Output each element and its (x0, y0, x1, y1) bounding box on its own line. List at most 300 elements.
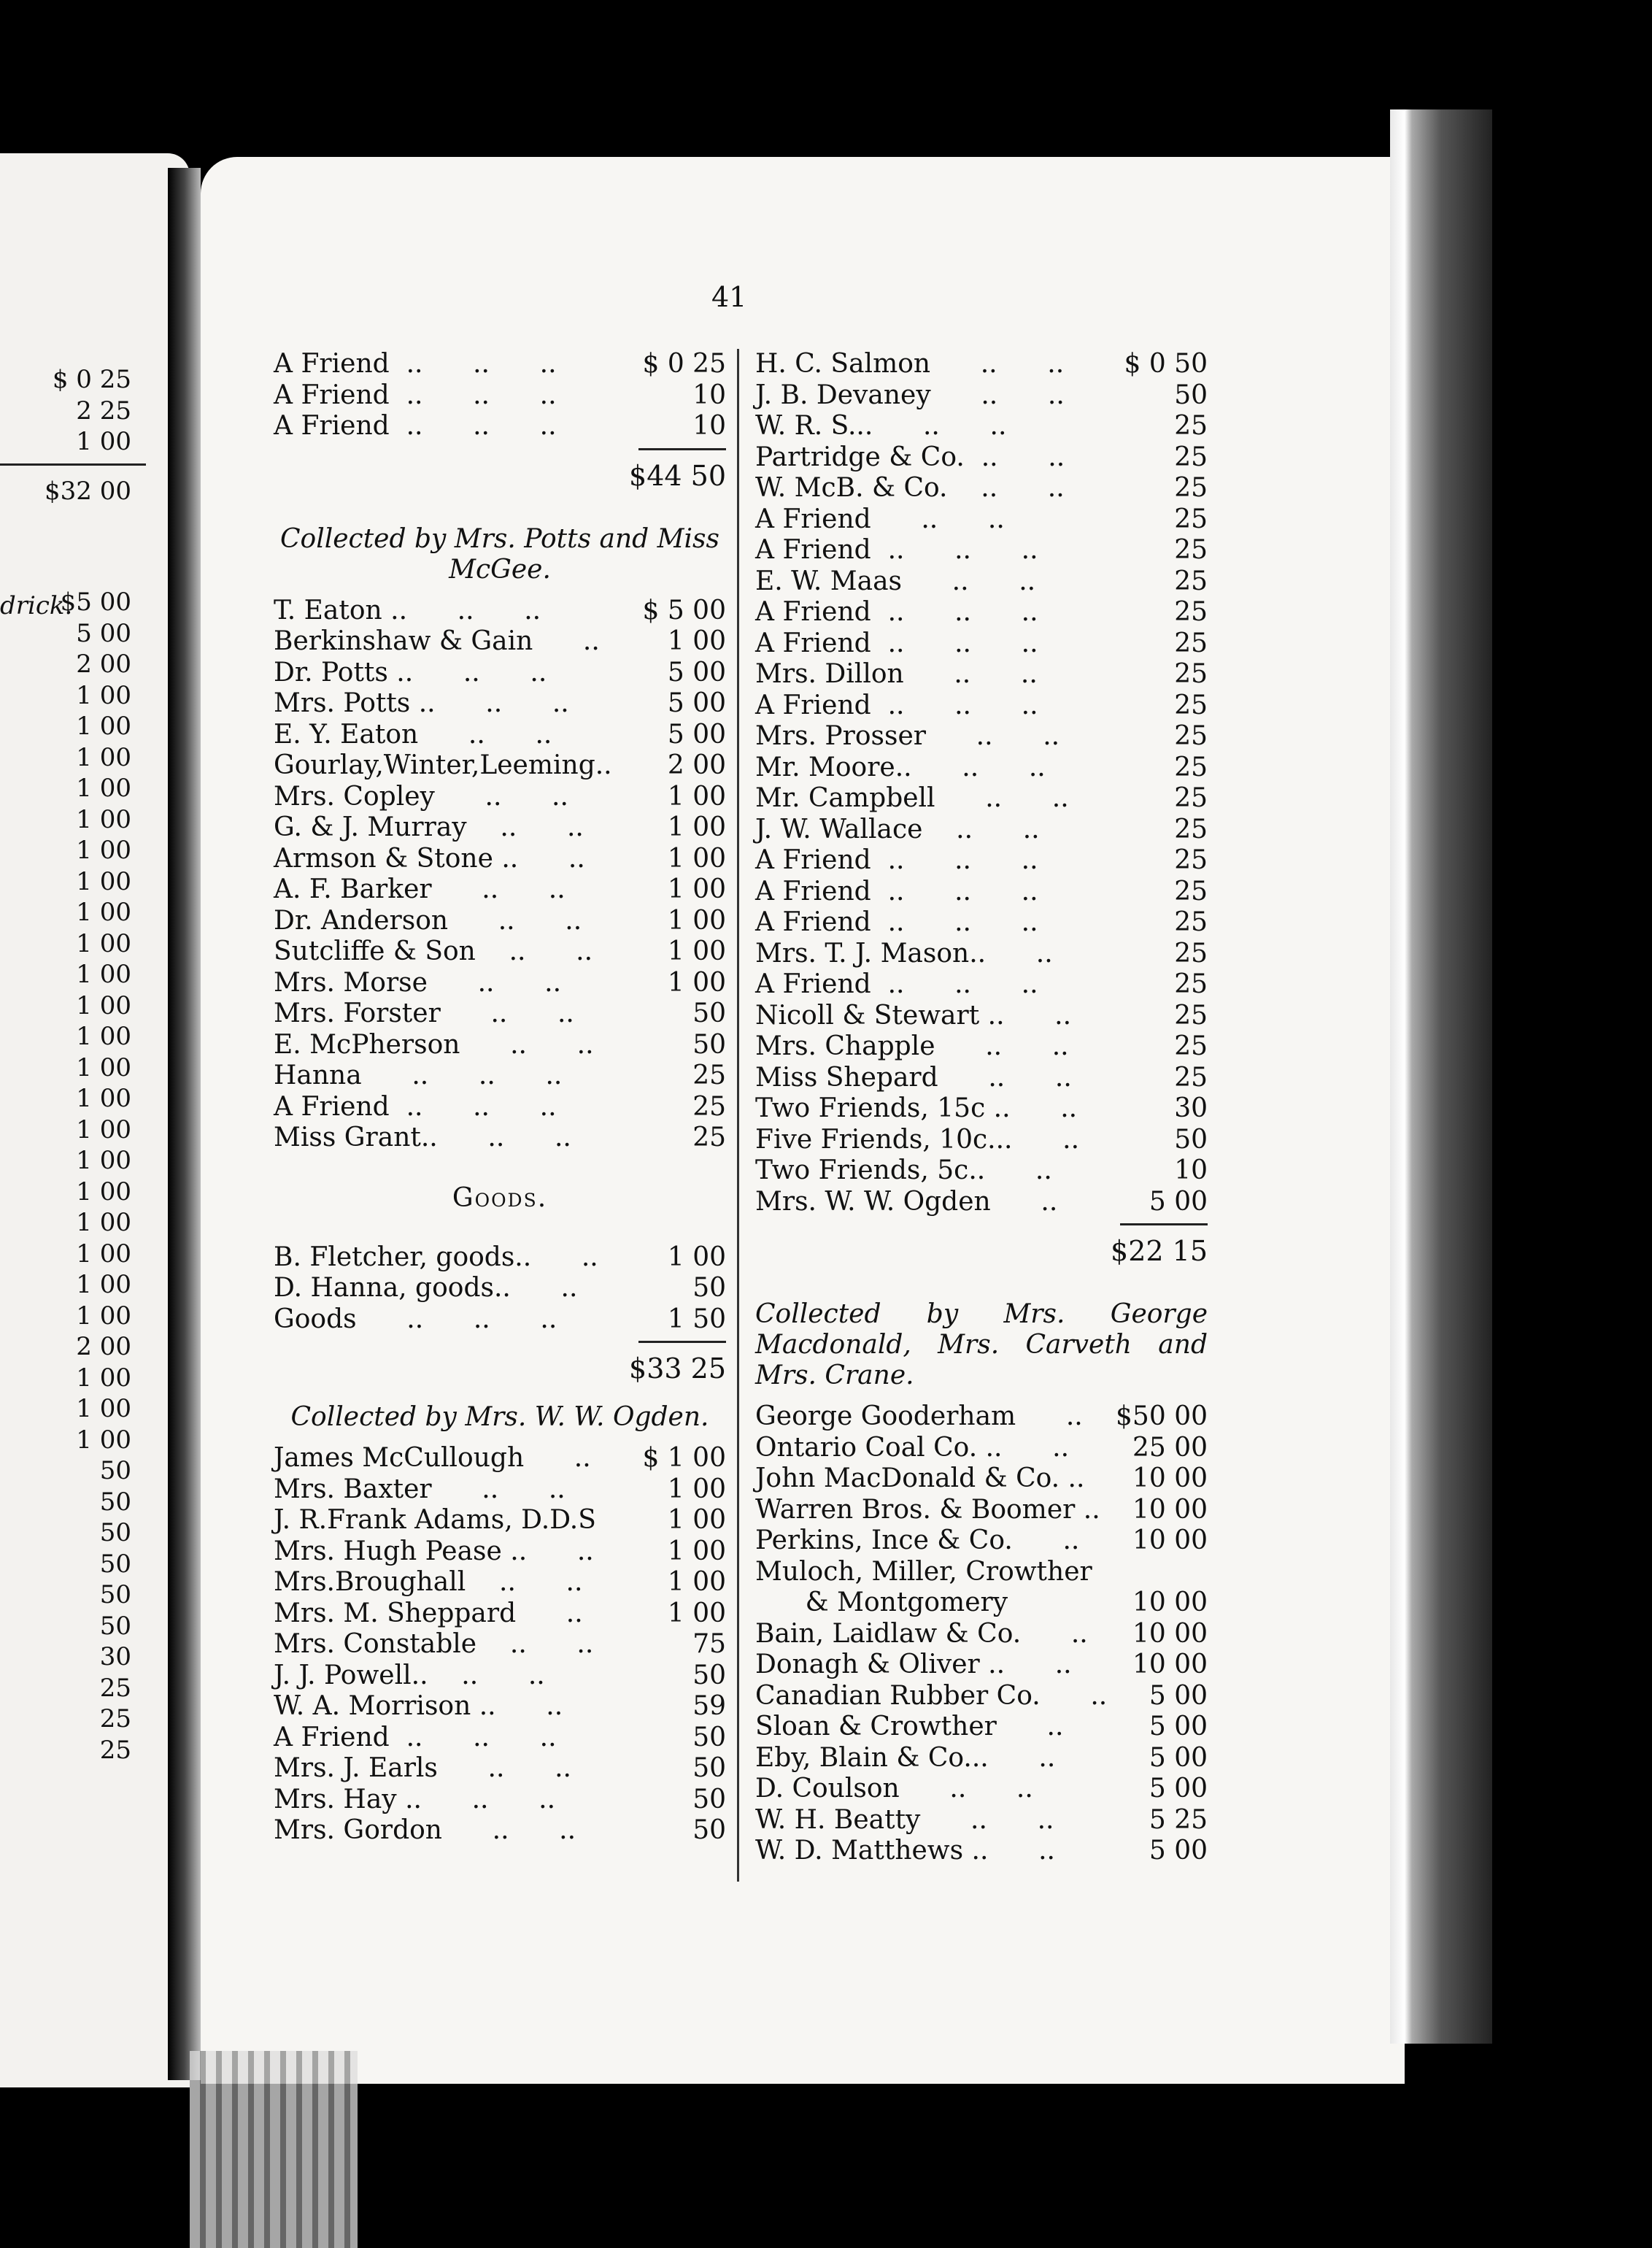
entry-name: Mrs. Hugh Pease .. .. (274, 1536, 594, 1566)
facing-page-amount: 2 00 (76, 650, 131, 679)
entry-amount: 25 (1174, 845, 1208, 875)
ledger-entry (755, 1463, 1208, 1495)
ledger-entry (755, 504, 1208, 536)
entry-amount: 25 (692, 1123, 726, 1152)
entry-name: Donagh & Oliver .. .. (755, 1650, 1072, 1679)
entry-name: Ontario Coal Co. .. .. (755, 1432, 1070, 1463)
facing-page-amount: 1 00 (76, 990, 131, 1020)
ledger-entry (274, 1304, 726, 1336)
ledger-entry (274, 1691, 726, 1722)
ledger-entry (755, 1557, 1208, 1588)
ledger-entry (274, 874, 726, 906)
ledger-entry (755, 1155, 1208, 1187)
entry-name: Mrs. Potts .. .. .. (274, 688, 569, 718)
entry-amount: 1 00 (667, 1242, 726, 1272)
ledger-entry (755, 690, 1208, 722)
ledger-entry (274, 720, 726, 751)
facing-page-amount: 1 00 (76, 774, 131, 803)
entry-name: Mrs. Forster .. .. (274, 998, 574, 1028)
entry-name: A Friend .. .. .. (755, 535, 1038, 565)
entry-name: Mrs. T. J. Mason.. .. (755, 938, 1053, 969)
ledger-entry (755, 1401, 1208, 1433)
ledger-entry (274, 596, 726, 627)
entry-name: A Friend .. .. .. (755, 969, 1038, 999)
facing-page-amount: 2 00 (76, 1332, 131, 1361)
ledger-entry (755, 628, 1208, 660)
entry-amount: 1 00 (667, 1505, 726, 1535)
entry-name: A Friend .. .. .. (755, 907, 1038, 937)
entry-name: W. R. S... .. .. (755, 411, 1007, 441)
entry-amount: 1 00 (667, 905, 726, 936)
ledger-entry (274, 1505, 726, 1536)
ledger-entry (755, 535, 1208, 566)
ledger-entry (755, 597, 1208, 628)
entry-name: Mrs. M. Sheppard .. (274, 1598, 583, 1628)
ledger-entry (755, 1093, 1208, 1125)
entry-name: A Friend .. .. .. (755, 845, 1038, 875)
ledger-entry (755, 752, 1208, 784)
ledger-entry (274, 626, 726, 658)
entry-name: A Friend .. .. .. (274, 1722, 557, 1752)
entry-amount: 1 00 (667, 936, 726, 966)
entry-list (274, 349, 726, 442)
ledger-entry (755, 1774, 1208, 1805)
entry-name: Mrs. W. W. Ogden .. (755, 1186, 1058, 1217)
ledger-entry (274, 1123, 726, 1154)
entry-name: Miss Grant.. .. .. (274, 1123, 571, 1152)
entry-name: Two Friends, 15c .. .. (755, 1093, 1078, 1123)
entry-name: Dr. Anderson .. .. (274, 905, 582, 936)
ledger-entry (274, 1061, 726, 1092)
entry-amount: 25 (1174, 907, 1208, 937)
ledger-entry (274, 844, 726, 875)
entry-amount: 1 00 (667, 1536, 726, 1566)
entry-amount: 1 00 (667, 874, 726, 904)
entry-name: D. Coulson .. .. (755, 1774, 1033, 1804)
entry-name: D. Hanna, goods.. .. (274, 1273, 578, 1303)
entry-amount: 50 (692, 1273, 726, 1303)
ledger-entry (755, 442, 1208, 474)
ledger-entry (274, 1474, 726, 1506)
entry-amount: $ 0 25 (642, 349, 726, 379)
ledger-entry (755, 1619, 1208, 1650)
facing-page-amount: 1 00 (76, 1239, 131, 1269)
entry-name: A Friend .. .. .. (274, 380, 557, 410)
subtotal: $22 15 (1111, 1235, 1208, 1267)
ledger-entry (755, 1495, 1208, 1526)
entry-amount: 25 (1174, 473, 1208, 503)
facing-page-amount: 1 00 (76, 804, 131, 834)
goods-heading: Goods. (452, 1182, 548, 1213)
facing-page-amount: 1 00 (76, 866, 131, 896)
entry-amount: 10 00 (1132, 1650, 1208, 1679)
entry-name: A Friend .. .. .. (274, 349, 557, 379)
entry-amount: 50 (692, 1029, 726, 1060)
entry-amount: 10 (692, 411, 726, 441)
entry-amount: 5 25 (1149, 1804, 1208, 1835)
entry-name: J. W. Wallace .. .. (755, 814, 1040, 844)
ledger-entry (274, 936, 726, 968)
entry-amount: 5 00 (1149, 1186, 1208, 1217)
ledger-entry (274, 688, 726, 720)
ledger-entry (755, 1001, 1208, 1032)
entry-name: Mrs. Hay .. .. .. (274, 1784, 556, 1814)
entry-amount: 25 (1174, 442, 1208, 472)
entry-amount: $ 0 50 (1124, 349, 1208, 379)
entry-amount: 5 00 (1149, 1712, 1208, 1741)
left-column (274, 349, 726, 1847)
entry-amount: 10 00 (1132, 1618, 1208, 1649)
ledger-entry (274, 998, 726, 1030)
facing-page-amount: 5 00 (76, 618, 131, 648)
entry-amount: 50 (692, 1753, 726, 1783)
ledger-entry (755, 1743, 1208, 1774)
facing-page-amount: 1 00 (76, 1084, 131, 1113)
ledger-entry (274, 1629, 726, 1660)
entry-name: E. W. Maas .. .. (755, 566, 1036, 596)
entry-name: T. Eaton .. .. .. (274, 595, 541, 625)
ledger-entry (274, 1443, 726, 1474)
entry-name: Partridge & Co. .. .. (755, 442, 1065, 472)
facing-page-heading-fragment: drick. (0, 591, 73, 620)
entry-name: John MacDonald & Co. .. (755, 1463, 1085, 1493)
entry-amount: 25 (1174, 938, 1208, 969)
entry-name: A. F. Barker .. .. (274, 874, 566, 904)
facing-page-amount: 1 00 (76, 1022, 131, 1051)
ledger-entry (274, 1660, 726, 1692)
facing-page-amount: 1 00 (76, 1394, 131, 1423)
entry-name: W. A. Morrison .. .. (274, 1691, 563, 1721)
ledger-entry (274, 1598, 726, 1630)
page-edges (1390, 109, 1492, 2044)
entry-name: Armson & Stone .. .. (274, 843, 585, 874)
page-number: 41 (711, 281, 747, 313)
entry-amount: 75 (692, 1629, 726, 1659)
entry-amount: 25 (1174, 535, 1208, 565)
ledger-entry (274, 782, 726, 813)
section-heading: Collected by Mrs. George Macdonald, Mrs. Carveth and Mrs. Crane. (755, 1299, 1208, 1390)
facing-page-amount: 1 00 (76, 1115, 131, 1144)
ledger-entry (755, 380, 1208, 412)
entry-name: Goods .. .. .. (274, 1304, 557, 1334)
entry-name: Canadian Rubber Co. .. (755, 1680, 1108, 1711)
entry-name: Mrs. Baxter .. .. (274, 1474, 566, 1504)
ledger-entry (274, 1815, 726, 1847)
ledger-entry (755, 1805, 1208, 1836)
facing-page-amount: 50 (99, 1456, 131, 1485)
facing-page-amount: 1 00 (76, 928, 131, 958)
facing-page-amount: $ 0 25 (52, 365, 131, 394)
entry-name: James McCullough .. (274, 1443, 591, 1473)
entry-amount: 30 (1174, 1093, 1208, 1123)
entry-amount: 59 (692, 1691, 726, 1721)
entry-name: W. McB. & Co. .. .. (755, 473, 1065, 503)
entry-amount: 10 00 (1132, 1587, 1208, 1617)
ledger-entry (755, 349, 1208, 380)
entry-name: J. B. Devaney .. .. (755, 380, 1065, 410)
entry-amount: 10 (1174, 1155, 1208, 1185)
entry-name: B. Fletcher, goods.. .. (274, 1242, 598, 1272)
ledger-entry (274, 349, 726, 380)
entry-amount: 50 (692, 1660, 726, 1690)
entry-amount: 5 00 (1149, 1836, 1208, 1866)
ledger-entry (755, 473, 1208, 504)
entry-amount: 25 (1174, 1000, 1208, 1031)
entry-amount: 25 (1174, 1062, 1208, 1093)
ledger-entry (755, 969, 1208, 1001)
entry-amount: 50 (692, 998, 726, 1028)
facing-page-fragment (0, 153, 190, 2087)
entry-name: Mrs. Dillon .. .. (755, 659, 1038, 689)
entry-name: Mrs.Broughall .. .. (274, 1567, 583, 1597)
ledger-entry (755, 1125, 1208, 1156)
entry-amount: 10 00 (1132, 1525, 1208, 1555)
entry-name: Mr. Campbell .. .. (755, 783, 1069, 813)
facing-page-amount: 50 (99, 1580, 131, 1609)
ledger-entry (274, 1092, 726, 1123)
ledger-entry (274, 750, 726, 782)
entry-amount: 25 (1174, 628, 1208, 658)
facing-page-amount: 1 00 (76, 1270, 131, 1299)
entry-amount: 50 (692, 1815, 726, 1845)
entry-name: Dr. Potts .. .. .. (274, 657, 547, 688)
facing-page-amount: 25 (99, 1704, 131, 1733)
entry-amount: 5 00 (667, 688, 726, 718)
page-edges-bottom (190, 2051, 358, 2248)
entry-amount: 25 (692, 1061, 726, 1090)
ledger-entry (755, 877, 1208, 908)
ledger-entry (755, 1681, 1208, 1712)
entry-list (274, 596, 726, 1154)
entry-amount: 25 (1174, 876, 1208, 906)
entry-amount: 25 (1174, 566, 1208, 596)
ledger-entry (274, 411, 726, 442)
facing-page-rule (0, 463, 146, 466)
entry-list (274, 1242, 726, 1336)
facing-page-amount: 50 (99, 1611, 131, 1641)
entry-name: A Friend .. .. .. (755, 876, 1038, 906)
entry-name: E. McPherson .. .. (274, 1029, 594, 1060)
ledger-entry (274, 1567, 726, 1598)
entry-name: Bain, Laidlaw & Co. .. (755, 1618, 1088, 1649)
entry-name: Hanna .. .. .. (274, 1061, 563, 1090)
entry-name: A Friend .. .. .. (274, 1091, 557, 1122)
sum-rule (755, 1217, 1208, 1232)
entry-name: Mrs. Prosser .. .. (755, 721, 1060, 751)
ledger-entry (755, 566, 1208, 598)
entry-name: W. D. Matthews .. .. (755, 1836, 1055, 1866)
entry-name: Mrs. Morse .. .. (274, 967, 562, 998)
entry-name: W. H. Beatty .. .. (755, 1804, 1054, 1835)
facing-page-amount: 1 00 (76, 960, 131, 989)
facing-page-amount: 50 (99, 1549, 131, 1579)
facing-page-amount: 1 00 (76, 1363, 131, 1393)
entry-amount: 1 00 (667, 1474, 726, 1504)
ledger-entry (755, 1433, 1208, 1464)
entry-name: Warren Bros. & Boomer .. (755, 1494, 1100, 1525)
ledger-entry (755, 1836, 1208, 1867)
entry-name: Mrs. Chapple .. .. (755, 1031, 1069, 1061)
entry-amount: 25 (1174, 783, 1208, 813)
entry-name: George Gooderham .. (755, 1401, 1083, 1431)
entry-amount: 50 (692, 1784, 726, 1814)
right-column (755, 349, 1208, 1867)
facing-page-amount: 25 (99, 1673, 131, 1703)
column-divider (737, 349, 739, 1882)
entry-amount: 1 00 (667, 812, 726, 842)
entry-name: Perkins, Ince & Co. .. (755, 1525, 1080, 1555)
entry-amount: 1 00 (667, 626, 726, 656)
ledger-entry (755, 783, 1208, 815)
facing-page-amount: 1 00 (76, 1425, 131, 1455)
ledger-entry (755, 1063, 1208, 1094)
ledger-entry (274, 380, 726, 412)
ledger-entry (755, 1650, 1208, 1681)
entry-amount: 50 (1174, 1124, 1208, 1155)
entry-name: G. & J. Murray .. .. (274, 812, 584, 842)
entry-name: A Friend .. .. .. (274, 411, 557, 441)
facing-page-amount: 1 00 (76, 742, 131, 772)
entry-amount: 25 (1174, 504, 1208, 534)
entry-name: A Friend .. .. .. (755, 597, 1038, 627)
entry-name: Mrs. Gordon .. .. (274, 1815, 576, 1845)
entry-name: Eby, Blain & Co... .. (755, 1742, 1056, 1773)
ledger-entry (755, 1525, 1208, 1557)
ledger-entry (755, 845, 1208, 877)
ledger-entry (755, 1187, 1208, 1218)
entry-name: Muloch, Miller, Crowther (755, 1556, 1092, 1587)
entry-name: Mrs. Copley .. .. (274, 781, 568, 812)
facing-page-amount: 1 00 (76, 427, 131, 456)
entry-amount: 5 00 (1149, 1774, 1208, 1804)
ledger-entry (274, 906, 726, 937)
entry-amount: 25 (1174, 411, 1208, 441)
section-heading: Collected by Mrs. Potts and Miss McGee. (280, 523, 719, 585)
entry-name: A Friend .. .. .. (755, 690, 1038, 720)
entry-amount: 5 00 (1149, 1680, 1208, 1711)
entry-amount: 25 (692, 1091, 726, 1122)
facing-page-amount: 50 (99, 1518, 131, 1547)
facing-page-amount: $32 00 (45, 476, 131, 506)
entry-amount: 10 (692, 380, 726, 410)
ledger-entry (755, 907, 1208, 939)
entry-name: Mr. Moore.. .. .. (755, 752, 1046, 782)
entry-amount: 10 00 (1132, 1463, 1208, 1493)
facing-page-amount: 25 (99, 1735, 131, 1765)
ledger-entry (755, 411, 1208, 442)
entry-amount: 50 (692, 1722, 726, 1752)
entry-amount: 25 (1174, 659, 1208, 689)
ledger-entry (755, 815, 1208, 846)
facing-page-amount: 1 00 (76, 1208, 131, 1237)
entry-name: Two Friends, 5c.. .. (755, 1155, 1052, 1185)
ledger-entry (755, 939, 1208, 970)
facing-page-amount: 30 (99, 1642, 131, 1671)
entry-name: Five Friends, 10c... .. (755, 1124, 1080, 1155)
ledger-entry (274, 1785, 726, 1816)
entry-amount: 5 00 (667, 657, 726, 688)
ledger-entry (274, 1753, 726, 1785)
ledger-entry (755, 659, 1208, 690)
entry-amount: 10 00 (1132, 1494, 1208, 1525)
entry-amount: 25 (1174, 814, 1208, 844)
entry-amount: $ 1 00 (642, 1443, 726, 1473)
entry-list (274, 1443, 726, 1847)
facing-page-amount: 1 00 (76, 1177, 131, 1206)
entry-amount: 50 (1174, 380, 1208, 410)
entry-list (755, 1401, 1208, 1867)
entry-name: Berkinshaw & Gain .. (274, 626, 600, 656)
ledger-entry (274, 1722, 726, 1754)
entry-amount: 1 00 (667, 843, 726, 874)
entry-amount: 25 (1174, 1031, 1208, 1061)
entry-amount: 1 00 (667, 967, 726, 998)
ledger-entry (755, 721, 1208, 752)
facing-page-amount: 50 (99, 1487, 131, 1517)
facing-page-amount: 1 00 (76, 836, 131, 865)
ledger-entry (274, 968, 726, 999)
facing-page-amount: 1 00 (76, 898, 131, 927)
subtotal: $33 25 (629, 1352, 726, 1385)
entry-name: J. R.Frank Adams, D.D.S (274, 1505, 596, 1535)
subtotal: $44 50 (629, 459, 726, 492)
ledger-entry (755, 1712, 1208, 1743)
ledger-entry (274, 1030, 726, 1061)
entry-name: J. J. Powell.. .. .. (274, 1660, 545, 1690)
entry-amount: 1 00 (667, 1598, 726, 1628)
entry-amount: 1 00 (667, 1567, 726, 1597)
entry-name: Gourlay,Winter,Leeming.. (274, 750, 612, 780)
entry-amount: 25 (1174, 690, 1208, 720)
entry-name: Miss Shepard .. .. (755, 1062, 1072, 1093)
ledger-entry (274, 812, 726, 844)
ledger-entry (274, 658, 726, 689)
entry-amount: 25 (1174, 752, 1208, 782)
entry-amount: $50 00 (1116, 1401, 1208, 1431)
ledger-entry (274, 1273, 726, 1304)
entry-name: Nicoll & Stewart .. .. (755, 1000, 1072, 1031)
entry-name: H. C. Salmon .. .. (755, 349, 1065, 379)
entry-amount: 25 (1174, 721, 1208, 751)
section-heading: Collected by Mrs. W. W. Ogden. (290, 1402, 709, 1432)
entry-name: A Friend .. .. .. (755, 628, 1038, 658)
entry-name: A Friend .. .. (755, 504, 1005, 534)
facing-page-amount: 2 25 (76, 396, 131, 426)
facing-page-amount: 1 00 (76, 1052, 131, 1082)
entry-amount: 1 00 (667, 781, 726, 812)
entry-name: Sutcliffe & Son .. .. (274, 936, 593, 966)
sum-rule (274, 1335, 726, 1350)
ledger-entry (755, 1031, 1208, 1063)
facing-page-amount: 1 00 (76, 680, 131, 710)
entry-name: E. Y. Eaton .. .. (274, 719, 552, 750)
book-gutter (168, 168, 201, 2080)
entry-list (755, 349, 1208, 1217)
entry-amount: 5 00 (1149, 1742, 1208, 1773)
entry-amount: 1 50 (667, 1304, 726, 1334)
facing-page-amount: 1 00 (76, 712, 131, 741)
entry-amount: $ 5 00 (642, 595, 726, 625)
entry-name: & Montgomery (755, 1587, 1008, 1617)
entry-name: Sloan & Crowther .. (755, 1712, 1064, 1741)
entry-amount: 25 (1174, 597, 1208, 627)
ledger-entry (274, 1242, 726, 1274)
sum-rule (274, 442, 726, 457)
facing-page-amount: $5 00 (60, 588, 131, 617)
entry-name: Mrs. J. Earls .. .. (274, 1753, 571, 1783)
entry-amount: 25 00 (1132, 1432, 1208, 1463)
entry-amount: 2 00 (667, 750, 726, 780)
